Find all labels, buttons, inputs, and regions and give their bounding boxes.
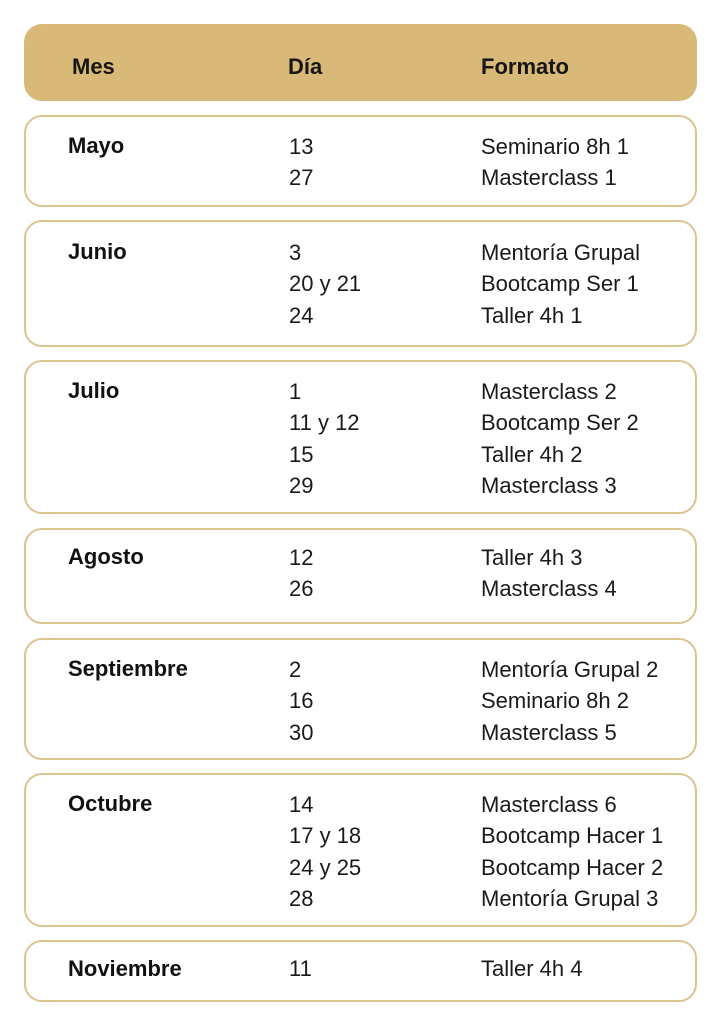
event-day: 24 xyxy=(289,302,314,328)
header-day: Día xyxy=(288,54,323,79)
event-format: Mentoría Grupal 2 xyxy=(481,656,659,682)
month-card-agosto xyxy=(24,528,697,624)
event-row xyxy=(289,789,695,821)
month-name: Junio xyxy=(68,239,127,264)
event-row xyxy=(289,717,695,749)
event-day: 30 xyxy=(289,719,314,745)
month-name: Mayo xyxy=(68,133,125,158)
month-name: Noviembre xyxy=(68,956,182,981)
event-row xyxy=(289,163,695,195)
event-day: 3 xyxy=(289,239,302,265)
event-day: 1 xyxy=(289,378,302,404)
event-format: Mentoría Grupal xyxy=(481,239,640,265)
event-format: Bootcamp Hacer 1 xyxy=(481,823,664,849)
month-card-septiembre xyxy=(24,638,697,760)
event-format: Masterclass 4 xyxy=(481,576,617,602)
event-row xyxy=(289,953,695,985)
event-row xyxy=(289,376,695,408)
event-row xyxy=(289,408,695,440)
event-format: Taller 4h 2 xyxy=(481,441,583,467)
event-row xyxy=(289,542,695,574)
month-card-junio xyxy=(24,220,697,347)
event-day: 27 xyxy=(289,165,314,191)
event-day: 28 xyxy=(289,886,314,912)
event-format: Seminario 8h 1 xyxy=(481,133,629,159)
header-month: Mes xyxy=(72,54,115,79)
month-card-julio xyxy=(24,360,697,514)
event-row xyxy=(289,439,695,471)
month-card-noviembre xyxy=(24,940,697,1002)
event-row xyxy=(289,471,695,503)
event-row xyxy=(289,131,695,163)
event-row xyxy=(289,574,695,606)
month-name: Octubre xyxy=(68,791,153,816)
event-row xyxy=(289,686,695,718)
month-card-mayo xyxy=(24,115,697,207)
event-row xyxy=(289,821,695,853)
event-day: 17 y 18 xyxy=(289,823,362,849)
event-day: 24 y 25 xyxy=(289,854,362,880)
event-day: 16 xyxy=(289,688,314,714)
month-card-octubre xyxy=(24,773,697,927)
event-row xyxy=(289,269,695,301)
header-format: Formato xyxy=(481,54,569,79)
event-day: 29 xyxy=(289,473,314,499)
event-format: Mentoría Grupal 3 xyxy=(481,886,659,912)
event-day: 2 xyxy=(289,656,302,682)
event-day: 15 xyxy=(289,441,314,467)
event-format: Taller 4h 4 xyxy=(481,955,583,981)
event-format: Masterclass 3 xyxy=(481,473,617,499)
event-day: 11 xyxy=(289,955,312,981)
event-row xyxy=(289,884,695,916)
event-format: Masterclass 1 xyxy=(481,165,617,191)
event-format: Masterclass 6 xyxy=(481,791,617,817)
event-format: Masterclass 2 xyxy=(481,378,617,404)
month-name: Julio xyxy=(68,378,120,403)
event-day: 11 y 12 xyxy=(289,410,360,436)
month-name: Septiembre xyxy=(68,656,188,681)
event-row xyxy=(289,852,695,884)
event-day: 13 xyxy=(289,133,314,159)
event-format: Masterclass 5 xyxy=(481,719,617,745)
event-day: 20 y 21 xyxy=(289,271,362,297)
month-name: Agosto xyxy=(68,544,144,569)
table-header xyxy=(24,24,697,101)
event-format: Seminario 8h 2 xyxy=(481,688,629,714)
event-row xyxy=(289,237,695,269)
event-format: Bootcamp Hacer 2 xyxy=(481,854,664,880)
event-format: Bootcamp Ser 2 xyxy=(481,410,639,436)
event-row xyxy=(289,300,695,332)
event-row xyxy=(289,654,695,686)
event-day: 14 xyxy=(289,791,314,817)
event-format: Bootcamp Ser 1 xyxy=(481,271,639,297)
event-day: 26 xyxy=(289,576,314,602)
event-format: Taller 4h 3 xyxy=(481,544,583,570)
event-format: Taller 4h 1 xyxy=(481,302,583,328)
event-day: 12 xyxy=(289,544,314,570)
